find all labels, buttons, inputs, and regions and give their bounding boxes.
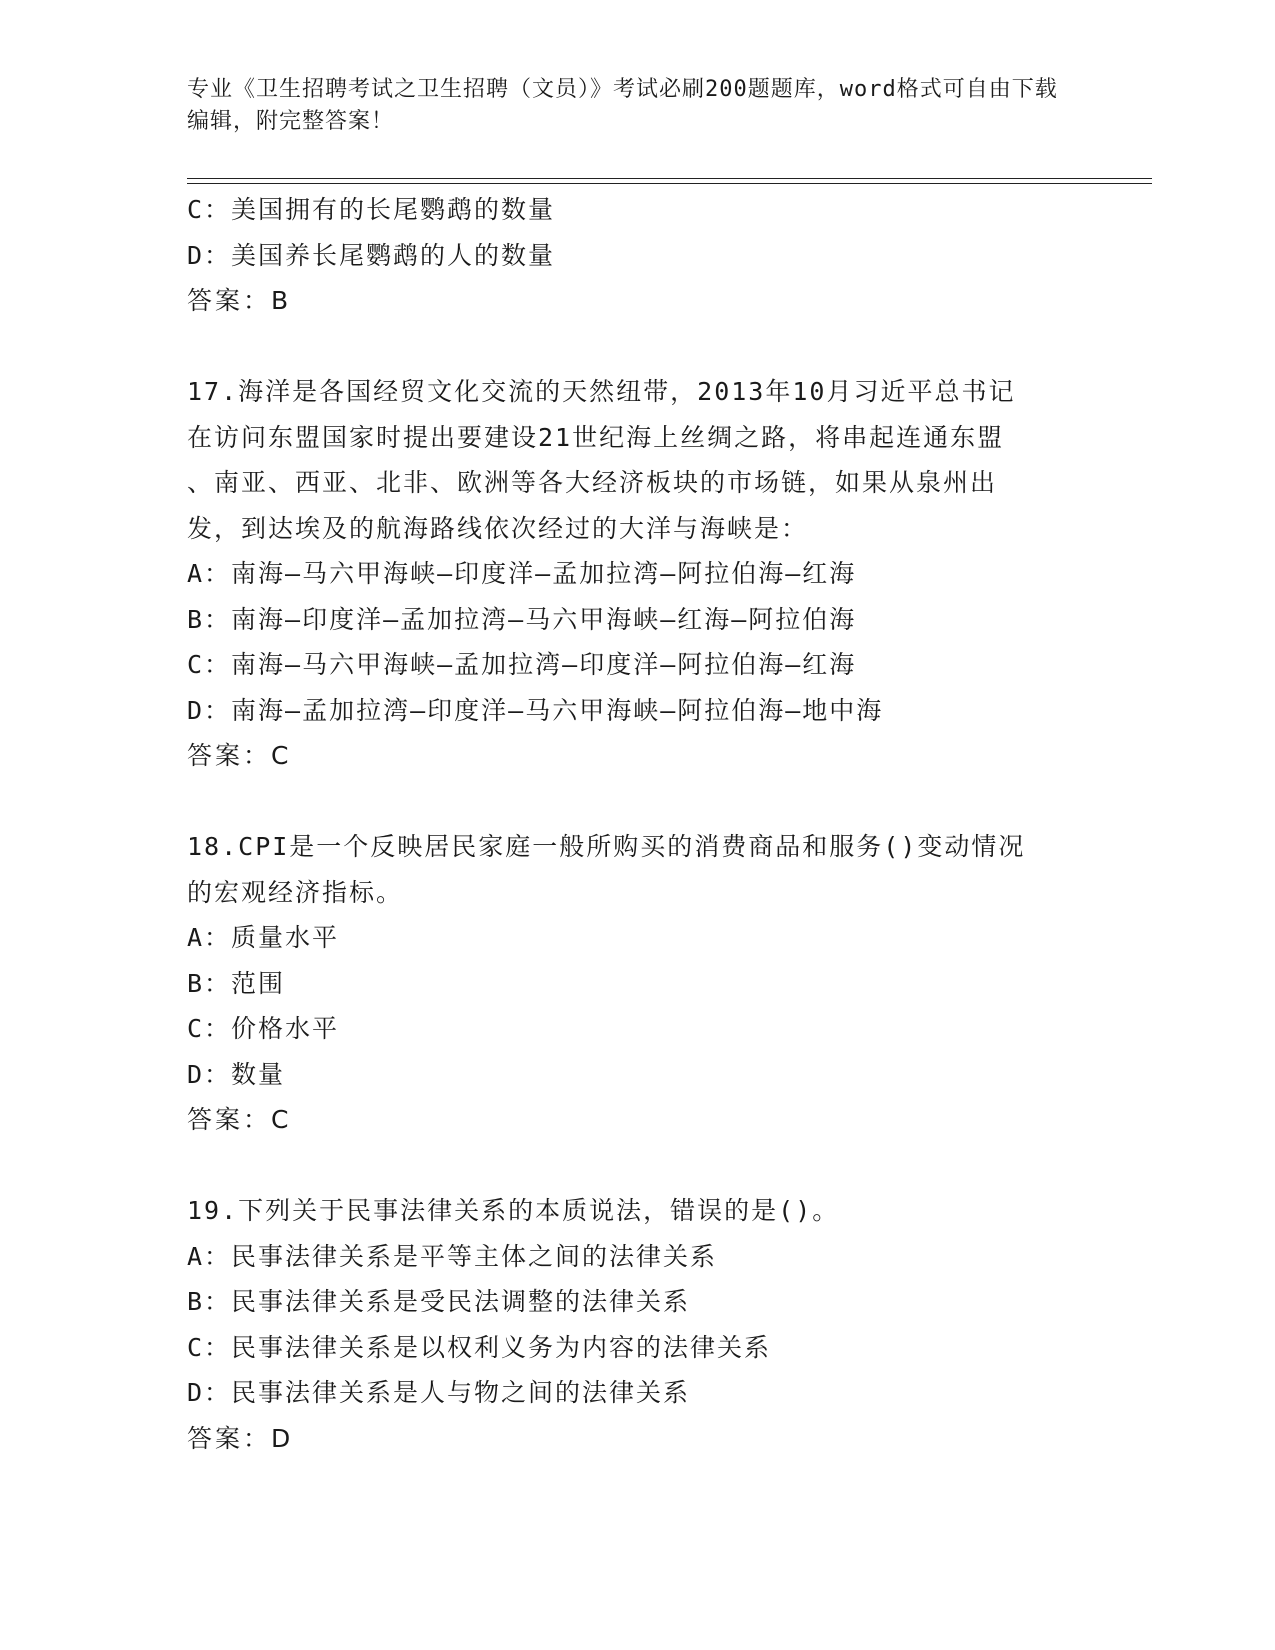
question-16-continued	[187, 187, 1087, 324]
question-text-line: 发，到达埃及的航海路线依次经过的大洋与海峡是：	[187, 513, 809, 543]
option-d: D：美国养长尾鹦鹉的人的数量	[187, 240, 556, 270]
header-divider-top	[187, 178, 1152, 179]
question-18	[187, 824, 1087, 1143]
spacer	[187, 324, 1087, 370]
question-text-line: 18.CPI是一个反映居民家庭一般所购买的消费商品和服务()变动情况	[187, 832, 1026, 861]
option-c: C：民事法律关系是以权利义务为内容的法律关系	[187, 1332, 772, 1362]
option-a: A：南海—马六甲海峡—印度洋—孟加拉湾—阿拉伯海—红海	[187, 559, 857, 588]
header-divider-bottom	[187, 183, 1152, 184]
spacer	[187, 1143, 1087, 1189]
question-text-line: 19.下列关于民事法律关系的本质说法，错误的是()。	[187, 1196, 840, 1225]
answer-line: 答案：C	[187, 1105, 292, 1134]
option-b: B：范围	[187, 968, 286, 998]
option-c: C：南海—马六甲海峡—孟加拉湾—印度洋—阿拉伯海—红海	[187, 650, 857, 679]
option-d: D：数量	[187, 1059, 286, 1089]
question-text-line: 17.海洋是各国经贸文化交流的天然纽带，2013年10月习近平总书记	[187, 377, 1016, 406]
document-header	[187, 74, 1067, 138]
question-text-line: 的宏观经济指标。	[187, 877, 404, 907]
answer-line: 答案：B	[187, 286, 292, 315]
option-a: A：质量水平	[187, 923, 340, 952]
answer-line: 答案：C	[187, 741, 292, 770]
option-a: A：民事法律关系是平等主体之间的法律关系	[187, 1241, 718, 1271]
option-c: C：美国拥有的长尾鹦鹉的数量	[187, 195, 556, 224]
option-c: C：价格水平	[187, 1014, 340, 1043]
option-b: B：民事法律关系是受民法调整的法律关系	[187, 1287, 691, 1316]
option-d: D：南海—孟加拉湾—印度洋—马六甲海峡—阿拉伯海—地中海	[187, 695, 884, 725]
spacer	[187, 779, 1087, 825]
option-d: D：民事法律关系是人与物之间的法律关系	[187, 1378, 691, 1407]
header-title: 专业《卫生招聘考试之卫生招聘（文员）》考试必刷200题题库，word格式可自由下载编辑，附完整答案！	[187, 77, 1058, 134]
question-19	[187, 1188, 1087, 1461]
question-text-line: 、南亚、西亚、北非、欧洲等各大经济板块的市场链，如果从泉州出	[187, 468, 998, 497]
option-b: B：南海—印度洋—孟加拉湾—马六甲海峡—红海—阿拉伯海	[187, 604, 857, 634]
answer-line: 答案：D	[187, 1423, 294, 1453]
question-text-line: 在访问东盟国家时提出要建设21世纪海上丝绸之路，将串起连通东盟	[187, 422, 1005, 452]
question-content	[187, 187, 1087, 1461]
question-17	[187, 369, 1087, 779]
